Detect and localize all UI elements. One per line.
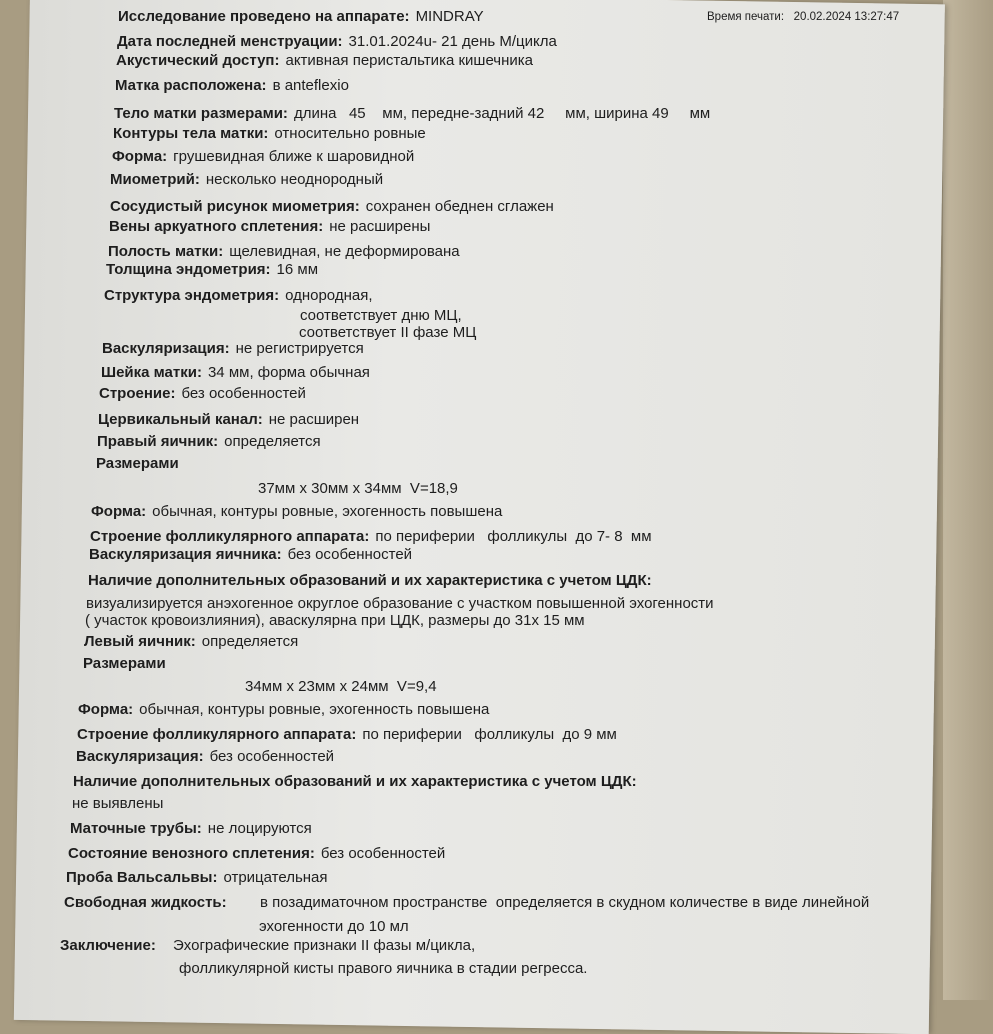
field-value: без особенностей	[287, 546, 413, 563]
field-label: Миометрий:	[110, 171, 200, 188]
field-value: не выявлены	[72, 795, 164, 812]
report-row	[109, 218, 430, 236]
field-value: соответствует II фазе МЦ	[299, 324, 477, 341]
field-label: Полость матки:	[108, 243, 224, 260]
field-value: однородная,	[285, 287, 373, 304]
field-value: щелевидная, не деформирована	[229, 243, 460, 260]
field-value: 34 мм, форма обычная	[207, 364, 370, 381]
field-label: Тело матки размерами:	[114, 105, 288, 122]
report-row	[101, 364, 370, 382]
report-row	[83, 655, 172, 673]
report-row	[108, 243, 460, 261]
report-row	[90, 528, 652, 546]
report-row	[110, 198, 554, 216]
report-row	[116, 52, 533, 70]
field-label: Левый яичник:	[84, 633, 196, 650]
report-row	[117, 33, 557, 51]
field-value: без особенностей	[320, 845, 446, 862]
field-label: Размерами	[83, 655, 166, 672]
field-value: обычная, контуры ровные, эхогенность повышена	[139, 701, 490, 718]
field-label: Заключение:	[60, 937, 156, 954]
report-row	[259, 918, 409, 936]
field-value: визуализируется анэхогенное округлое образование с участком повышенной эхогенности	[86, 595, 714, 612]
field-label: Структура эндометрия:	[104, 287, 280, 304]
field-value: определяется	[224, 433, 321, 450]
field-label: Матка расположена:	[115, 77, 267, 94]
field-value: эхогенности до 10 мл	[259, 918, 409, 935]
report-row	[89, 546, 412, 564]
field-label: Цервикальный канал:	[98, 411, 263, 428]
field-value: фолликулярной кисты правого яичника в стадии регресса.	[179, 960, 588, 977]
report-row	[106, 261, 318, 279]
report-row	[99, 385, 306, 403]
field-value: длина 45 мм, передне-задний 42 мм, ширина 49 мм	[293, 105, 711, 122]
field-value: соответствует дню МЦ,	[300, 307, 462, 324]
report-row	[300, 307, 462, 325]
report-row	[72, 795, 163, 813]
report-row	[245, 678, 437, 696]
field-label: Наличие дополнительных образований и их характеристика с учетом ЦДК:	[88, 572, 652, 589]
report-row	[60, 937, 476, 955]
field-label: Исследование проведено на аппарате:	[118, 8, 410, 25]
report-row	[113, 125, 426, 143]
field-value: активная перистальтика кишечника	[285, 52, 533, 69]
field-value: в anteflexio	[272, 77, 349, 94]
print-time	[707, 8, 899, 26]
field-value: относительно ровные	[274, 125, 426, 142]
report-row	[98, 411, 359, 429]
report-row	[102, 340, 364, 358]
field-value: не расширены	[329, 218, 431, 235]
field-label: Строение фолликулярного аппарата:	[90, 528, 370, 545]
report-row	[77, 726, 617, 744]
field-value: без особенностей	[181, 385, 306, 402]
report-row	[78, 701, 489, 719]
field-label: Васкуляризация яичника:	[89, 546, 282, 563]
field-label: Свободная жидкость:	[64, 894, 227, 911]
report-row	[104, 287, 373, 305]
report-row	[66, 869, 328, 887]
field-value: не расширен	[268, 411, 360, 428]
report-row	[114, 105, 710, 123]
report-row	[68, 845, 445, 863]
field-value: 16 мм	[276, 261, 319, 278]
field-label: Маточные трубы:	[70, 820, 202, 837]
field-label: Размерами	[96, 455, 179, 472]
field-value: MINDRAY	[415, 8, 484, 25]
field-value: Эхографические признаки II фазы м/цикла,	[173, 937, 476, 954]
report-row	[91, 503, 502, 521]
field-label: Строение фолликулярного аппарата:	[77, 726, 357, 743]
field-value: в позадиматочном пространстве определяется в скудном количестве в виде линейной	[260, 894, 870, 911]
report-row	[84, 633, 298, 651]
report-row	[85, 612, 585, 630]
report-row	[110, 171, 383, 189]
print-time-value: 20.02.2024 13:27:47	[793, 11, 900, 23]
field-label: Форма:	[112, 148, 168, 165]
field-value: грушевидная ближе к шаровидной	[173, 148, 415, 165]
report-row	[112, 148, 414, 166]
field-label: Дата последней менструации:	[117, 33, 343, 50]
field-value: по периферии фолликулы до 9 мм	[362, 726, 617, 743]
report-row	[115, 77, 349, 95]
field-label: Сосудистый рисунок миометрия:	[110, 198, 360, 215]
report-row	[70, 820, 312, 838]
field-value: сохранен обеднен сглажен	[365, 198, 554, 215]
field-label: Акустический доступ:	[116, 52, 280, 69]
report-row	[73, 773, 643, 791]
field-label: Толщина эндометрия:	[106, 261, 271, 278]
field-label: Шейка матки:	[101, 364, 202, 381]
field-value: не регистрируется	[235, 340, 364, 357]
field-label: Форма:	[91, 503, 147, 520]
field-value: отрицательная	[223, 869, 328, 886]
field-value: 37мм х 30мм х 34мм V=18,9	[258, 480, 458, 497]
report-row	[179, 960, 587, 978]
field-label: Наличие дополнительных образований и их характеристика с учетом ЦДК:	[73, 773, 637, 790]
field-label: Строение:	[99, 385, 176, 402]
field-value: по периферии фолликулы до 7- 8 мм	[375, 528, 652, 545]
field-label: Вены аркуатного сплетения:	[109, 218, 324, 235]
field-value: 31.01.2024u- 21 день М/цикла	[348, 33, 557, 50]
field-value: обычная, контуры ровные, эхогенность повышена	[152, 503, 503, 520]
report-row	[64, 894, 870, 912]
field-value: ( участок кровоизлияния), аваскулярна при ЦДК, размеры до 31х 15 мм	[85, 612, 585, 629]
report-row	[258, 480, 458, 498]
field-label: Контуры тела матки:	[113, 125, 269, 142]
report-row	[76, 748, 334, 766]
print-time-label: Время печати:	[707, 11, 785, 23]
field-label: Васкуляризация:	[76, 748, 204, 765]
report-row	[86, 595, 714, 613]
report-row	[96, 455, 185, 473]
report-row	[118, 8, 484, 26]
field-label: Правый яичник:	[97, 433, 219, 450]
field-label: Состояние венозного сплетения:	[68, 845, 315, 862]
field-value: без особенностей	[209, 748, 335, 765]
field-label: Васкуляризация:	[102, 340, 230, 357]
field-value: несколько неоднородный	[205, 171, 384, 188]
background-surface	[943, 0, 993, 1000]
field-value: определяется	[201, 633, 299, 650]
field-value: 34мм х 23мм х 24мм V=9,4	[245, 678, 437, 695]
field-value: не лоцируются	[207, 820, 312, 837]
report-row	[88, 572, 658, 590]
report-row	[97, 433, 321, 451]
field-label: Проба Вальсальвы:	[66, 869, 218, 886]
field-label: Форма:	[78, 701, 134, 718]
